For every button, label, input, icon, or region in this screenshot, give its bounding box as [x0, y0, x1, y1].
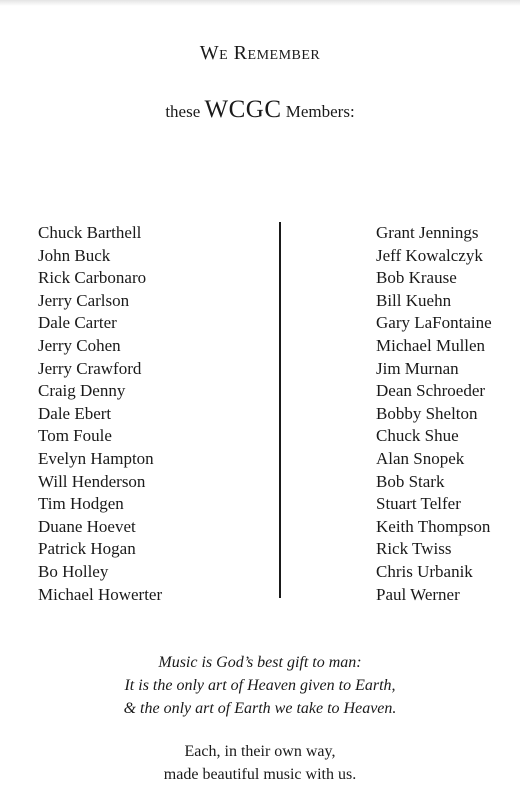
member-name: Chuck Shue: [376, 426, 459, 446]
quote-line: It is the only art of Heaven given to Earth,: [124, 677, 396, 694]
member-name: Bo Holley: [38, 561, 109, 581]
subtitle-lead-text: these: [165, 102, 205, 121]
member-name: Rick Carbonaro: [38, 268, 147, 288]
member-name: Chris Urbanik: [376, 561, 473, 581]
member-name: John Buck: [38, 245, 111, 265]
member-name: Gary LaFontaine: [376, 313, 492, 333]
member-name: Bob Stark: [376, 471, 445, 491]
page-subtitle: [0, 96, 520, 124]
member-name: Paul Werner: [376, 584, 460, 604]
member-name: Keith Thompson: [376, 516, 491, 536]
member-name: Bobby Shelton: [376, 403, 478, 423]
member-name: Tom Foule: [38, 426, 112, 446]
column-divider: [279, 222, 281, 598]
member-name: Michael Howerter: [38, 584, 163, 604]
music-quote: [0, 651, 520, 720]
member-name: Jerry Cohen: [38, 335, 121, 355]
closing-message: [0, 740, 520, 786]
quote-line: & the only art of Earth we take to Heaven.: [123, 700, 397, 717]
member-name: Rick Twiss: [376, 539, 452, 559]
member-name: Patrick Hogan: [38, 539, 136, 559]
member-name: Tim Hodgen: [38, 494, 124, 514]
member-name: Grant Jennings: [376, 223, 479, 242]
closing-line: Each, in their own way,: [184, 743, 336, 760]
member-name: Bob Krause: [376, 268, 457, 288]
organization-name: WCGC: [204, 96, 282, 123]
page-title: We Remember: [199, 42, 321, 64]
member-name: Dean Schroeder: [376, 381, 486, 401]
quote-line: Music is God’s best gift to man:: [158, 654, 362, 671]
subtitle-tail-text: Members:: [281, 102, 355, 121]
member-name: Dale Carter: [38, 313, 117, 333]
member-name: Jerry Carlson: [38, 290, 130, 310]
member-name: Craig Denny: [38, 381, 126, 401]
member-name: Stuart Telfer: [376, 494, 461, 514]
member-list-left: [38, 222, 162, 606]
closing-line: made beautiful music with us.: [163, 766, 357, 783]
member-name: Evelyn Hampton: [38, 448, 154, 468]
member-name: Michael Mullen: [376, 335, 486, 355]
member-name: Duane Hoevet: [38, 516, 136, 536]
member-name: Will Henderson: [38, 471, 146, 491]
member-list-right: [376, 222, 492, 606]
member-name: Alan Snopek: [376, 448, 465, 468]
member-name: Bill Kuehn: [376, 290, 452, 310]
member-name: Jeff Kowalczyk: [376, 245, 483, 265]
member-name: Jim Murnan: [376, 358, 459, 378]
member-name: Chuck Barthell: [38, 223, 142, 242]
member-name: Jerry Crawford: [38, 358, 142, 378]
page-top-edge: [0, 0, 520, 6]
member-name: Dale Ebert: [38, 403, 112, 423]
